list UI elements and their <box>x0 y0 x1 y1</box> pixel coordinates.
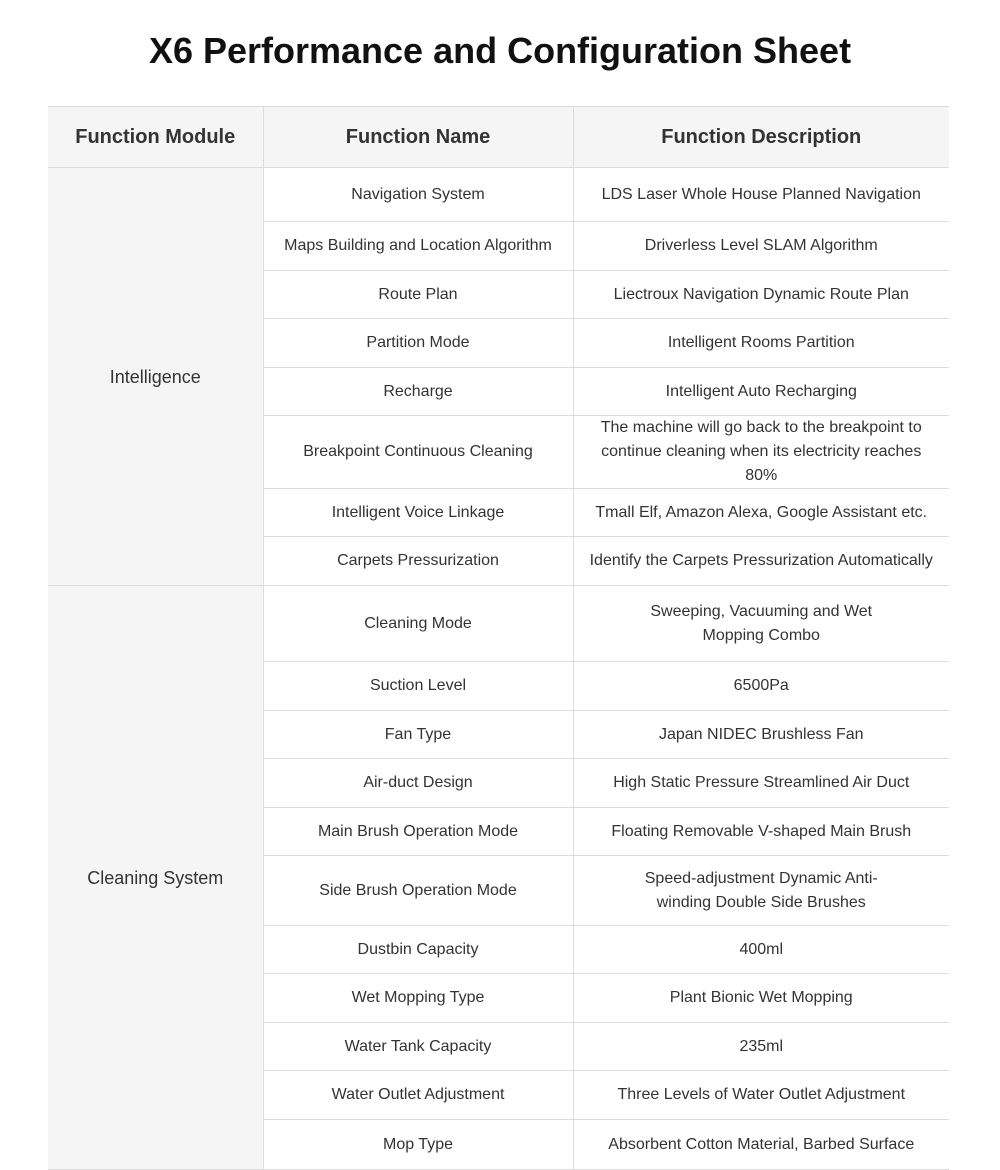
function-description-cell: Intelligent Rooms Partition <box>573 319 949 368</box>
function-name-cell: Main Brush Operation Mode <box>263 808 573 856</box>
function-name-cell: Water Tank Capacity <box>263 1023 573 1071</box>
function-name-cell: Cleaning Mode <box>263 586 573 662</box>
function-name-cell: Maps Building and Location Algorithm <box>263 222 573 271</box>
function-name-cell: Route Plan <box>263 271 573 319</box>
module-cell-intelligence: Intelligence <box>48 168 263 586</box>
function-description-cell: The machine will go back to the breakpoint to continue cleaning when its electricity reaches 80% <box>573 416 949 489</box>
function-description-cell: Floating Removable V-shaped Main Brush <box>573 808 949 856</box>
function-name-cell: Water Outlet Adjustment <box>263 1071 573 1120</box>
function-name-cell: Mop Type <box>263 1120 573 1170</box>
table-header-row <box>48 107 949 168</box>
function-name-cell: Carpets Pressurization <box>263 537 573 586</box>
function-description-cell: Driverless Level SLAM Algorithm <box>573 222 949 271</box>
function-description-cell: Japan NIDEC Brushless Fan <box>573 711 949 759</box>
function-description-cell: Intelligent Auto Recharging <box>573 368 949 416</box>
function-description-cell <box>573 856 949 926</box>
description-text: Speed-adjustment Dynamic Anti-winding Double Side Brushes <box>644 869 878 911</box>
table-row <box>48 586 949 662</box>
table-row <box>48 168 949 222</box>
function-name-cell: Air-duct Design <box>263 759 573 808</box>
function-name-cell: Dustbin Capacity <box>263 926 573 974</box>
function-description-cell: Absorbent Cotton Material, Barbed Surface <box>573 1120 949 1170</box>
function-description-cell: Plant Bionic Wet Mopping <box>573 974 949 1023</box>
function-description-cell: 6500Pa <box>573 662 949 711</box>
function-name-cell: Intelligent Voice Linkage <box>263 489 573 537</box>
function-name-cell: Side Brush Operation Mode <box>263 856 573 926</box>
module-cell-cleaning-system: Cleaning System <box>48 586 263 1170</box>
header-function-description: Function Description <box>573 107 949 168</box>
function-description-cell <box>573 586 949 662</box>
page-title: X6 Performance and Configuration Sheet <box>148 30 852 71</box>
function-name-cell: Fan Type <box>263 711 573 759</box>
function-name-cell: Partition Mode <box>263 319 573 368</box>
function-description-cell: High Static Pressure Streamlined Air Duct <box>573 759 949 808</box>
function-name-cell: Breakpoint Continuous Cleaning <box>263 416 573 489</box>
function-description-cell: Tmall Elf, Amazon Alexa, Google Assistant etc. <box>573 489 949 537</box>
function-description-cell: 400ml <box>573 926 949 974</box>
function-description-cell: LDS Laser Whole House Planned Navigation <box>573 168 949 222</box>
function-name-cell: Suction Level <box>263 662 573 711</box>
function-name-cell: Recharge <box>263 368 573 416</box>
function-description-cell: Liectroux Navigation Dynamic Route Plan <box>573 271 949 319</box>
header-function-module: Function Module <box>48 107 263 168</box>
description-text: Sweeping, Vacuuming and Wet Mopping Combo <box>650 602 873 644</box>
function-name-cell: Navigation System <box>263 168 573 222</box>
spec-table <box>48 106 949 1170</box>
function-description-cell: Identify the Carpets Pressurization Automatically <box>573 537 949 586</box>
header-function-name: Function Name <box>263 107 573 168</box>
function-description-cell: Three Levels of Water Outlet Adjustment <box>573 1071 949 1120</box>
function-description-cell: 235ml <box>573 1023 949 1071</box>
function-name-cell: Wet Mopping Type <box>263 974 573 1023</box>
